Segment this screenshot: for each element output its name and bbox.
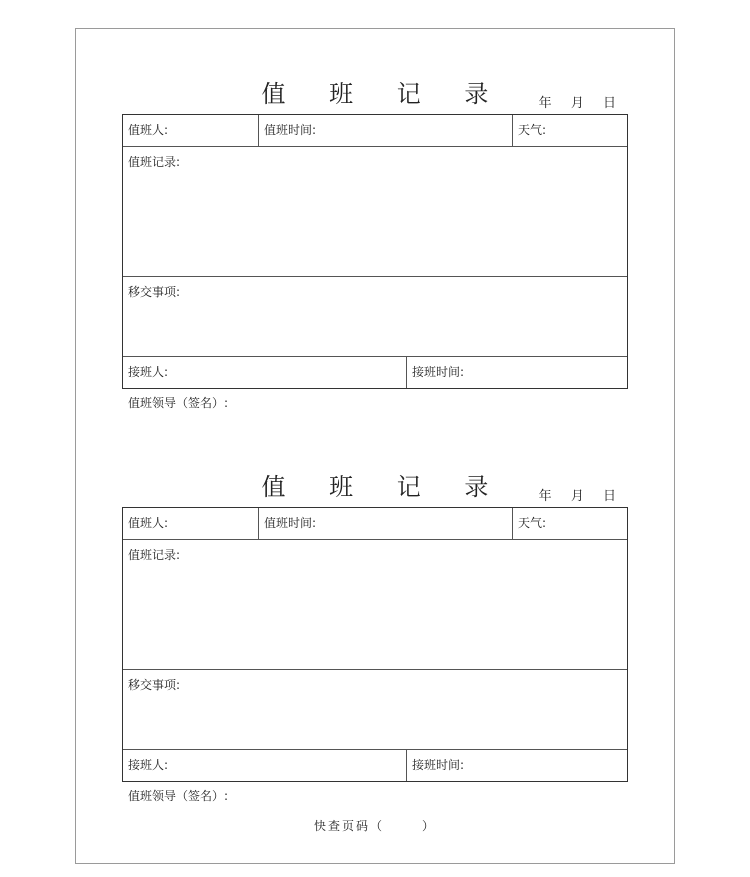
page-code-close: ）	[422, 819, 437, 833]
receive-time-field[interactable]	[406, 357, 627, 388]
receiver-field[interactable]	[123, 750, 406, 781]
receive-time-field[interactable]	[406, 750, 627, 781]
month-label: 月	[570, 96, 584, 111]
duty-record-row	[123, 540, 627, 670]
leader-signature-label: 值班领导（签名）:	[128, 396, 229, 410]
duty-record-label: 值班记录:	[128, 155, 181, 169]
form-title: 值 班 记 录	[261, 80, 507, 108]
weather-field[interactable]	[512, 115, 627, 146]
leader-signature-label: 值班领导（签名）:	[128, 789, 229, 803]
weather-label: 天气:	[518, 516, 547, 530]
year-label: 年	[538, 489, 552, 504]
handover-items-label: 移交事项:	[128, 285, 181, 299]
duty-person-field[interactable]	[123, 115, 258, 146]
form-title: 值 班 记 录	[261, 473, 507, 501]
year-label: 年	[538, 96, 552, 111]
duty-record-form-1	[122, 74, 628, 414]
duty-person-field[interactable]	[123, 508, 258, 539]
page-code-label: 快查页码（	[313, 819, 384, 833]
receiver-row	[123, 750, 627, 781]
duty-time-label: 值班时间:	[264, 516, 317, 530]
duty-time-field[interactable]	[258, 115, 512, 146]
receive-time-label: 接班时间:	[412, 365, 465, 379]
form-table	[122, 114, 628, 389]
handover-items-row	[123, 670, 627, 750]
duty-person-label: 值班人:	[128, 516, 169, 530]
date-fields	[524, 92, 616, 111]
handover-items-field[interactable]	[123, 670, 627, 749]
day-label: 日	[602, 489, 616, 504]
receiver-row	[123, 357, 627, 388]
page-code-footer	[0, 817, 750, 834]
receive-time-label: 接班时间:	[412, 758, 465, 772]
handover-items-row	[123, 277, 627, 357]
day-label: 日	[602, 96, 616, 111]
receiver-label: 接班人:	[128, 758, 169, 772]
duty-record-field[interactable]	[123, 147, 627, 276]
duty-person-label: 值班人:	[128, 123, 169, 137]
weather-field[interactable]	[512, 508, 627, 539]
month-label: 月	[570, 489, 584, 504]
date-fields	[524, 485, 616, 504]
weather-label: 天气:	[518, 123, 547, 137]
form-table	[122, 507, 628, 782]
header-row	[123, 508, 627, 540]
handover-items-field[interactable]	[123, 277, 627, 356]
duty-time-field[interactable]	[258, 508, 512, 539]
duty-record-label: 值班记录:	[128, 548, 181, 562]
receiver-field[interactable]	[123, 357, 406, 388]
receiver-label: 接班人:	[128, 365, 169, 379]
duty-time-label: 值班时间:	[264, 123, 317, 137]
duty-record-form-2	[122, 467, 628, 807]
duty-record-row	[123, 147, 627, 277]
duty-record-field[interactable]	[123, 540, 627, 669]
header-row	[123, 115, 627, 147]
handover-items-label: 移交事项:	[128, 678, 181, 692]
